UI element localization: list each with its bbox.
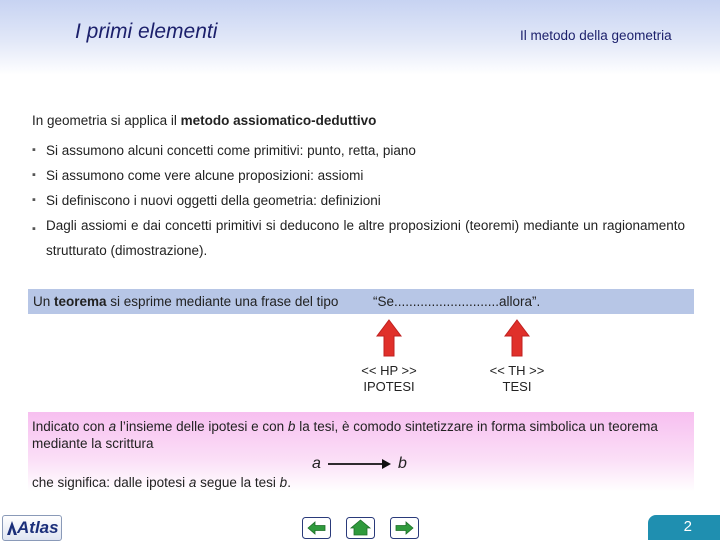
foot-t3: . — [287, 475, 291, 490]
hp-line2: IPOTESI — [363, 379, 415, 394]
nav-back-button[interactable] — [302, 517, 331, 539]
bullet-text: Dagli assiomi e dai concetti primitivi si deducono le altre proposizioni (teoremi) mediante un ragionamento strutturato (dimostrazione). — [46, 218, 685, 258]
foot-t1: che significa: dalle ipotesi — [32, 475, 189, 490]
logo-text: Atlas — [17, 518, 59, 537]
list-item — [30, 213, 685, 263]
formula-b: b — [398, 455, 407, 472]
page-number-tab — [648, 515, 720, 540]
hp-line1: << HP >> — [361, 363, 417, 378]
bullet-list — [30, 142, 685, 271]
foot-var-b: b — [279, 475, 288, 490]
th-line2: TESI — [502, 379, 532, 394]
th-line1: << TH >> — [489, 363, 545, 378]
theorem-bold: teorema — [54, 294, 107, 309]
foot-var-a: a — [188, 475, 197, 490]
theorem-band — [28, 289, 694, 314]
intro-bold: metodo assiomatico-deduttivo — [180, 113, 377, 128]
hp-label — [348, 363, 430, 395]
bullet-icon: ▪ — [32, 194, 36, 206]
nav-home-button[interactable] — [346, 517, 375, 539]
sym-t2: l’insieme delle ipotesi e con — [116, 419, 288, 434]
implies-arrow-icon — [328, 457, 392, 471]
th-label — [476, 363, 558, 395]
slide-subtitle: Il metodo della geometria — [520, 28, 672, 43]
atlas-logo — [2, 515, 62, 541]
header-band — [0, 0, 720, 75]
nav-forward-button[interactable] — [390, 517, 419, 539]
bullet-icon: ▪ — [32, 223, 36, 235]
sym-t3: la tesi, è comodo sintetizzare in forma simbolica un teorema mediante la scrittura — [32, 419, 658, 451]
symbolic-meaning — [32, 475, 291, 490]
intro-text — [32, 113, 376, 128]
theorem-suffix: si esprime mediante una frase del tipo — [106, 294, 339, 309]
foot-t2: segue la tesi — [196, 475, 280, 490]
formula-a: a — [312, 455, 321, 472]
intro-prefix: In geometria si applica il — [32, 113, 181, 128]
theorem-definition — [33, 294, 338, 309]
theorem-prefix: Un — [33, 294, 55, 309]
bullet-text: Si assumono alcuni concetti come primitivi: punto, retta, piano — [46, 143, 416, 158]
bullet-icon: ▪ — [32, 144, 36, 156]
list-item — [30, 142, 685, 159]
hp-arrow-icon — [375, 318, 403, 358]
bullet-icon: ▪ — [32, 169, 36, 181]
sym-var-b: b — [287, 419, 296, 434]
list-item — [30, 192, 685, 209]
symbolic-box — [28, 412, 694, 492]
symbolic-text — [32, 418, 688, 452]
sym-t1: Indicato con — [32, 419, 109, 434]
theorem-form: “Se............................allora”. — [373, 294, 541, 309]
page-number: 2 — [683, 518, 692, 535]
list-item — [30, 167, 685, 184]
bullet-text: Si definiscono i nuovi oggetti della geometria: definizioni — [46, 193, 381, 208]
th-arrow-icon — [503, 318, 531, 358]
slide-title: I primi elementi — [75, 20, 218, 43]
bullet-text: Si assumono come vere alcune proposizioni: assiomi — [46, 168, 364, 183]
sym-var-a: a — [108, 419, 117, 434]
